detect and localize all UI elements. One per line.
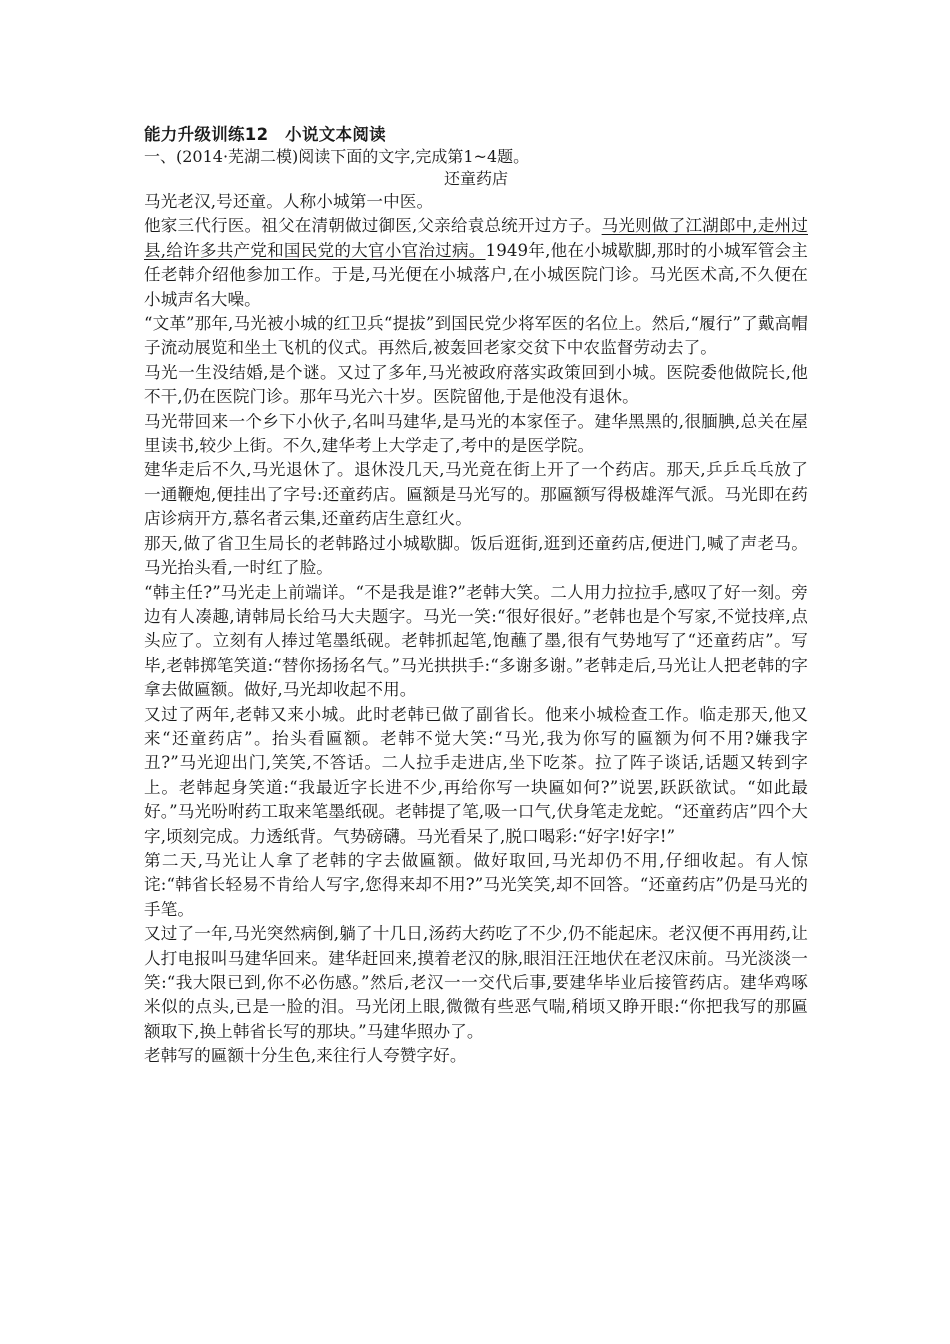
section-title: 能力升级训练12 小说文本阅读: [144, 125, 386, 144]
paragraph-11: 又过了一年,马光突然病倒,躺了十几日,汤药大药吃了不少,仍不能起床。老汉便不再用药,让人打电报叫马建华回来。建华赶回来,摸着老汉的脉,眼泪汪汪地伏在老汉床前。马光淡淡一笑:“我大限已到,你不必伤感。”然后,老汉一一交代后事,要建华毕业后接管药店。建华鸡啄米似的点头,已是一脸的泪。马光闭上眼,微微有些恶气喘,稍顷又睁开眼:“你把我写的那匾额取下,换上韩省长写的那块。”马建华照办了。: [144, 924, 808, 1041]
paragraph-5: 马光带回来一个乡下小伙子,名叫马建华,是马光的本家侄子。建华黑黑的,很腼腆,总关在屋里读书,较少上街。不久,建华考上大学走了,考中的是医学院。: [144, 411, 808, 456]
story-title: 还童药店: [443, 169, 508, 188]
paragraph-7: 那天,做了省卫生局长的老韩路过小城歇脚。饭后逛街,逛到还童药店,便进门,喊了声老马。马光抬头看,一时红了脸。: [144, 533, 808, 578]
paragraph-12: 老韩写的匾额十分生色,来往行人夸赞字好。: [144, 1046, 467, 1066]
question-intro: 一、(2014·芜湖二模)阅读下面的文字,完成第1~4题。: [144, 147, 530, 166]
paragraph-2-lead: 他家三代行医。祖父在清朝做过御医,父亲给袁总统开过方子。: [144, 216, 602, 236]
document-page: [144, 124, 808, 1069]
paragraph-10: 第二天,马光让人拿了老韩的字去做匾额。做好取回,马光却仍不用,仔细收起。有人惊诧:“韩省长轻易不肯给人写字,您得来却不用?”马光笑笑,却不回答。“还童药店”仍是马光的手笔。: [144, 850, 808, 919]
paragraph-4: 马光一生没结婚,是个谜。又过了多年,马光被政府落实政策回到小城。医院委他做院长,他不干,仍在医院门诊。那年马光六十岁。医院留他,于是他没有退休。: [144, 362, 808, 407]
underlined-sentence: 马光则做了江湖郎中,走州过县,给许多共产党和国民党的大官小官治过病。: [144, 216, 808, 260]
paragraph-2: [144, 214, 808, 312]
paragraph-6: 建华走后不久,马光退休了。退休没几天,马光竟在街上开了一个药店。那天,乒乒乓乓放了一通鞭炮,便挂出了字号:还童药店。匾额是马光写的。那匾额写得极雄浑气派。马光即在药店诊病开方,慕名者云集,还童药店生意红火。: [144, 460, 808, 529]
paragraph-2-rest: 1949年,他在小城歇脚,那时的小城军管会主任老韩介绍他参加工作。于是,马光便在小城落户,在小城医院门诊。马光医术高,不久便在小城声名大噪。: [144, 240, 808, 309]
paragraph-3: “文革”那年,马光被小城的红卫兵“提拔”到国民党少将军医的名位上。然后,“履行”了戴高帽子流动展览和坐土飞机的仪式。再然后,被轰回老家交贫下中农监督劳动去了。: [144, 314, 808, 358]
paragraph-1: 马光老汉,号还童。人称小城第一中医。: [144, 192, 434, 211]
paragraph-8: “韩主任?”马光走上前端详。“不是我是谁?”老韩大笑。二人用力拉拉手,感叹了好一刻。旁边有人凑趣,请韩局长给马大夫题字。马光一笑:“很好很好。”老韩也是个写家,不觉技痒,点头应了。立刻有人捧过笔墨纸砚。老韩抓起笔,饱蘸了墨,很有气势地写了“还童药店”。写毕,老韩掷笔笑道:“替你扬扬名气。”马光拱拱手:“多谢多谢。”老韩走后,马光让人把老韩的字拿去做匾额。做好,马光却收起不用。: [144, 582, 808, 700]
paragraph-9: 又过了两年,老韩又来小城。此时老韩已做了副省长。他来小城检查工作。临走那天,他又来“还童药店”。抬头看匾额。老韩不觉大笑:“马光,我为你写的匾额为何不用?嫌我字丑?”马光迎出门,笑笑,不答话。二人拉手走进店,坐下吃茶。拉了阵子谈话,话题又转到字上。老韩起身笑道:“我最近字长进不少,再给你写一块匾如何?”说罢,跃跃欲试。“如此最好。”马光吩咐药工取来笔墨纸砚。老韩提了笔,吸一口气,伏身笔走龙蛇。“还童药店”四个大字,顷刻完成。力透纸背。气势磅礴。马光看呆了,脱口喝彩:“好字!好字!”: [144, 704, 808, 846]
